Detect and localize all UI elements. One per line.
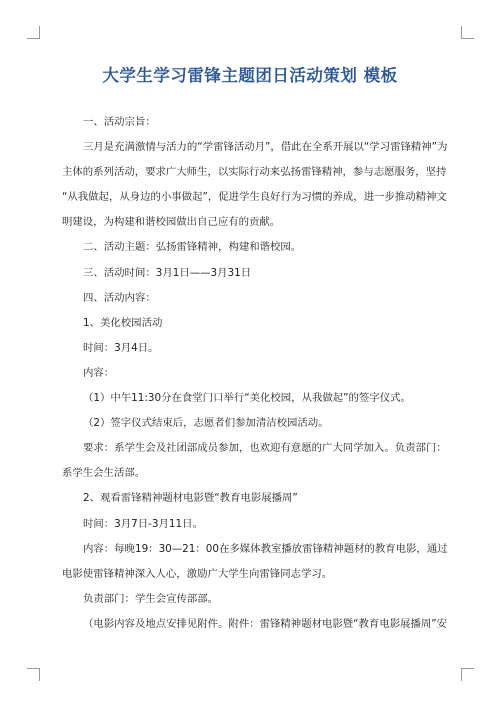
paragraph-line: （1）中午11:30分在食堂门口举行“美化校园，从我做起”的签字仪式。 (83, 392, 411, 405)
paragraph-line: 电影使雷锋精神深入人心，激励广大学生向雷锋同志学习。 (62, 567, 333, 580)
paragraph-line: 要求：系学生会及社团部成员参加，也欢迎有意愿的广大同学加入。负责部门： (83, 442, 447, 455)
section-heading-theme: 二、活动主题：弘扬雷锋精神，构建和谐校园。 (83, 241, 302, 254)
paragraph-line: 明建设，为构建和谐校园做出自己应有的贡献。 (62, 216, 281, 229)
paragraph-line: 负责部门：学生会宣传部部。 (83, 592, 219, 605)
corner-mark-top-left (27, 26, 40, 39)
paragraph-line: 主体的系列活动，要求广大师生，以实际行动来弘扬雷锋精神，参与志愿服务，坚持 (62, 166, 447, 179)
paragraph-line: （电影内容及地点安排见附件。附件：雷锋精神题材电影暨“教育电影展播周”安 (83, 617, 448, 630)
document-title: 大学生学习雷锋主题团日活动策划 模板 (102, 66, 398, 85)
subsection-heading: 1、美化校园活动 (83, 316, 163, 329)
paragraph-line: （2）签字仪式结束后，志愿者们参加清洁校园活动。 (83, 417, 329, 430)
corner-mark-bottom-left (27, 668, 40, 681)
paragraph-line: 系学生会生活部。 (62, 467, 146, 480)
subsection-heading: 2、观看雷锋精神题材电影暨“教育电影展播周” (83, 492, 298, 505)
document-body (62, 110, 448, 637)
corner-mark-bottom-right (461, 668, 474, 681)
paragraph-line: “从我做起，从身边的小事做起”，促进学生良好行为习惯的养成，进一步推动精神文 (62, 191, 447, 204)
section-heading-time: 三、活动时间：3月1日——3月31日 (83, 266, 252, 279)
paragraph-line: 三月是充满激情与活力的“学雷锋活动月”，借此在全系开展以“学习雷锋精神”为 (83, 141, 448, 154)
paragraph-line: 内容： (83, 366, 115, 379)
paragraph-line: 内容：每晚19：30—21：00在多媒体教室播放雷锋精神题材的教育电影，通过 (83, 542, 448, 555)
paragraph-line: 时间：3月7日-3月11日。 (83, 517, 203, 530)
paragraph-line: 时间：3月4日。 (83, 341, 159, 354)
section-heading-content: 四、活动内容： (83, 291, 156, 304)
corner-mark-top-right (461, 26, 474, 39)
section-heading-purpose: 一、活动宗旨： (83, 116, 156, 128)
